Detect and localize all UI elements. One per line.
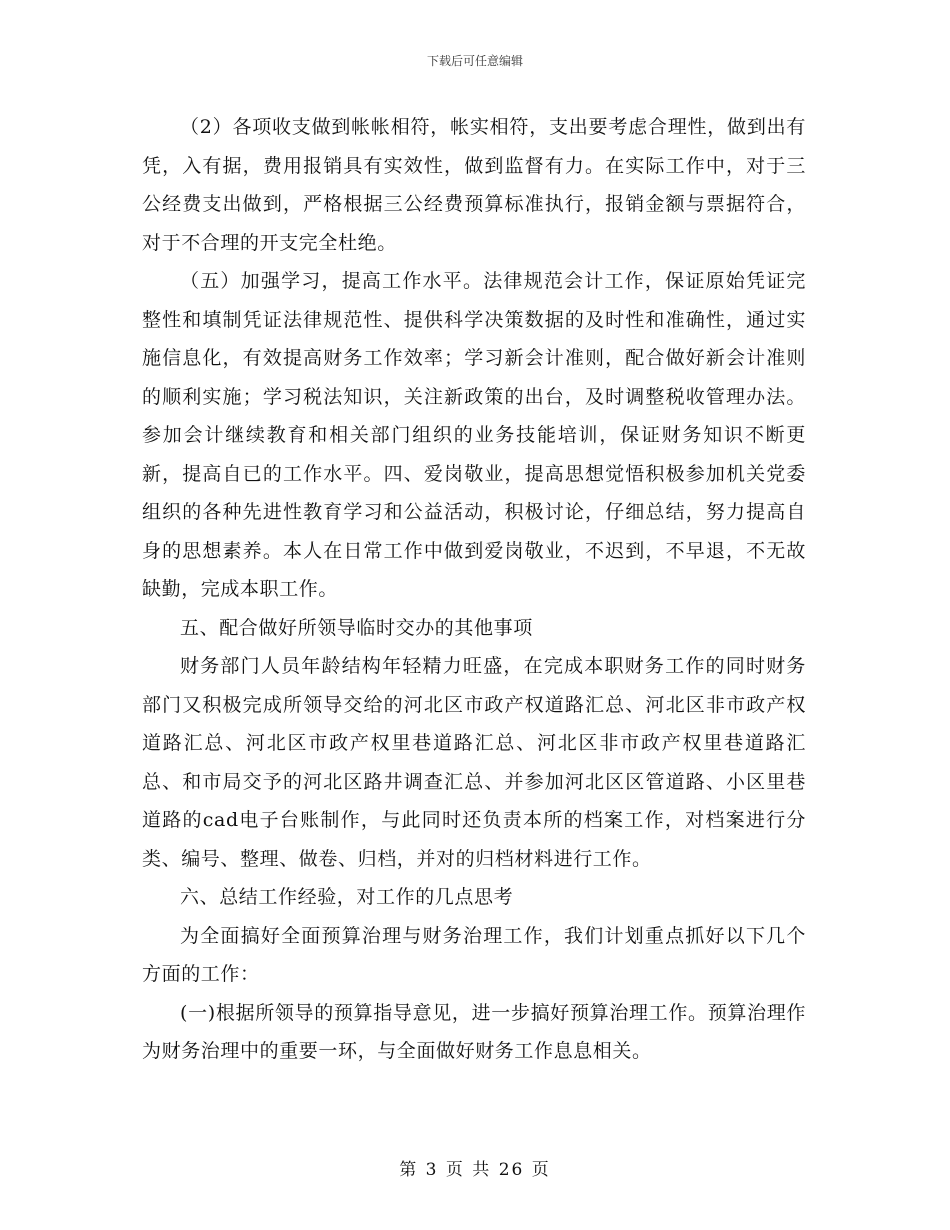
- section-heading-temporary-tasks: 五、配合做好所领导临时交办的其他事项: [180, 616, 533, 639]
- paragraph-strengthen-study: （五）加强学习，提高工作水平。法律规范会计工作，保证原始凭证完整性和填制凭证法律规范性、提供科学决策数据的及时性和准确性，通过实施信息化，有效提高财务工作效率；学习新会计准则，配合做好新会计准则的顺利实施；学习税法知识，关注新政策的出台，及时调整税收管理办法。参加会计继续教育和相关部门组织的业务技能培训，保证财务知识不断更新，提高自已的工作水平。四、爱岗敬业，提高思想觉悟积极参加机关党委组织的各种先进性教育学习和公益活动，积极讨论，仔细总结，努力提高自身的思想素养。本人在日常工作中做到爱岗敬业，不迟到，不早退，不无故缺勤，完成本职工作。: [142, 270, 806, 600]
- paragraph-plan-intro: 为全面搞好全面预算治理与财务治理工作，我们计划重点抓好以下几个方面的工作：: [142, 924, 806, 985]
- document-body: [142, 108, 806, 1071]
- paragraph-budget-management: (一)根据所领导的预算指导意见，进一步搞好预算治理工作。预算治理作为财务治理中的重要一环，与全面做好财务工作息息相关。: [142, 1001, 806, 1062]
- paragraph-expense-consistency: （2）各项收支做到帐帐相符，帐实相符，支出要考虑合理性，做到出有凭，入有据，费用报销具有实效性，做到监督有力。在实际工作中，对于三公经费支出做到，严格根据三公经费预算标准执行，报销金额与票据符合，对于不合理的开支完全杜绝。: [142, 116, 806, 254]
- page-footer: 第 3 页 共 26 页: [399, 1160, 551, 1180]
- paragraph-finance-department: 财务部门人员年龄结构年轻精力旺盛，在完成本职财务工作的同时财务部门又积极完成所领导交给的河北区市政产权道路汇总、河北区非市政产权道路汇总、河北区市政产权里巷道路汇总、河北区非市政产权里巷道路汇总、和市局交予的河北区路井调查汇总、并参加河北区区管道路、小区里巷道路的cad电子台账制作，与此同时还负责本所的档案工作，对档案进行分类、编号、整理、做卷、归档，并对的归档材料进行工作。: [142, 655, 806, 870]
- page-header: 下载后可任意编辑: [426, 54, 523, 68]
- section-heading-summary: 六、总结工作经验，对工作的几点思考: [180, 886, 514, 908]
